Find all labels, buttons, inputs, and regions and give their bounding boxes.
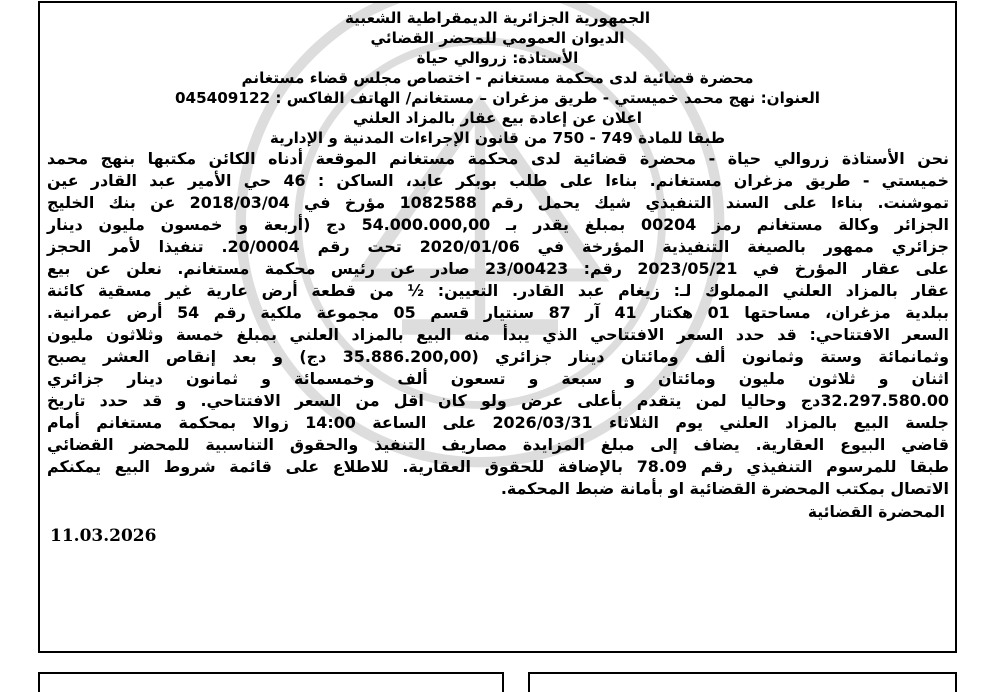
body-line: الاتصال بمكتب المحضرة القضائية او بأمانة ضبط المحكمة. [500, 479, 949, 498]
body-line: ببلدية مزغران، مساحتها 01 هكتار 41 آر 87 سنتيار قسم 05 مجموعة ملكية رقم 54 أرض عمرانية. [47, 303, 949, 322]
signature-title: المحضرة القضائية [807, 503, 945, 521]
body-line: جلسة البيع بالمزاد العلني يوم الثلاثاء 2026/03/31 على الساعة 14:00 زوالا بمحكمة مستغانم أمام [47, 413, 949, 432]
header-line: اعلان عن إعادة بيع عقار بالمزاد العلني [353, 109, 642, 127]
header-line: محضرة قضائية لدى محكمة مستغانم - اختصاص مجلس قضاء مستغانم [241, 69, 754, 87]
body-line: جزائري ممهور بالصيغة التنفيذية المؤرخة في 2020/01/06 تحت رقم 20/0004. تنفيذا لأمر الحجز [47, 237, 949, 256]
notice-body [40, 148, 955, 500]
header-line: الديوان العمومي للمحضر القضائي [370, 29, 625, 47]
notice-footer [40, 500, 955, 548]
body-line: عقار بالمزاد العلني المملوك لـ: زيغام عبد القادر. التعيين: ½ من قطعة أرض عارية غير مسقية كائنة [47, 281, 949, 300]
notice-header [40, 3, 955, 148]
body-line: الجزائر وكالة مستغانم رمز 00204 بمبلغ يقدر بـ 54.000.000,00 دج (أربعة و خمسون مليون دينار [47, 215, 949, 234]
legal-notice [38, 1, 957, 653]
body-line: طبقا للمرسوم التنفيذي رقم 78.09 بالإضافة للحقوق العقارية. للاطلاع على قائمة شروط البيع يمكنكم [47, 457, 949, 476]
header-line: العنوان: نهج محمد خميستي - طريق مزغران – مستغانم/ الهاتف الفاكس : 045409122 [174, 89, 821, 107]
header-line: الأستاذة: زروالي حياة [416, 49, 579, 67]
header-line: طبقا للمادة 749 - 750 من قانون الإجراءات المدنية و الإدارية [269, 129, 726, 147]
body-line: نحن الأستاذة زروالي حياة - محضرة قضائية لدى محكمة مستغانم الموقعة أدناه الكائن مكتبها بنهج محمد [47, 149, 949, 168]
body-line: اثنان و ثلاثون مليون ومائتان و سبعة و تسعون ألف وخمسمائة و ثمانون دينار جزائري [47, 369, 949, 388]
body-line: قاضي البيوع العقارية. يضاف إلى مبلغ المزايدة مصاريف التنفيذ والحقوق التناسبية للمحضر القضائي [47, 435, 949, 454]
body-line: تموشنت. بناءا على السند التنفيذي شيك يحمل رقم 1082588 مؤرخ في 2018/03/04 عن بنك الخليج [47, 193, 950, 212]
next-notice-box-right [528, 672, 957, 692]
body-line: وثمانمائة وستة وثمانون ألف ومائتان دينار جزائري (35.886.200,00 دج) و بعد إنقاص العشر يصبح [47, 347, 949, 366]
body-line: السعر الافتتاحي: قد حدد السعر الافتتاحي الذي يبدأ منه البيع بالمزاد العلني بمبلغ خمسة وثلاثون مليون [47, 325, 949, 344]
next-notice-box-left [38, 672, 504, 692]
body-line: 32.297.580.00دج وحاليا لمن يتقدم بأعلى عرض ولو كان اقل من السعر الافتتاحي. و قد حدد تاريخ [47, 391, 949, 410]
body-line: على عقار المؤرخ في 2023/05/21 رقم: 23/00423 صادر عن رئيس محكمة مستغانم. نعلن عن بيع [47, 259, 949, 278]
notice-date: 11.03.2026 [50, 526, 157, 546]
header-line: الجمهورية الجزائرية الديمقراطية الشعبية [344, 9, 651, 27]
body-line: خميستي - طريق مزغران مستغانم. بناءا على طلب بوبكر عابد، الساكن : 46 حي الأمير عبد القادر عين [47, 171, 950, 190]
